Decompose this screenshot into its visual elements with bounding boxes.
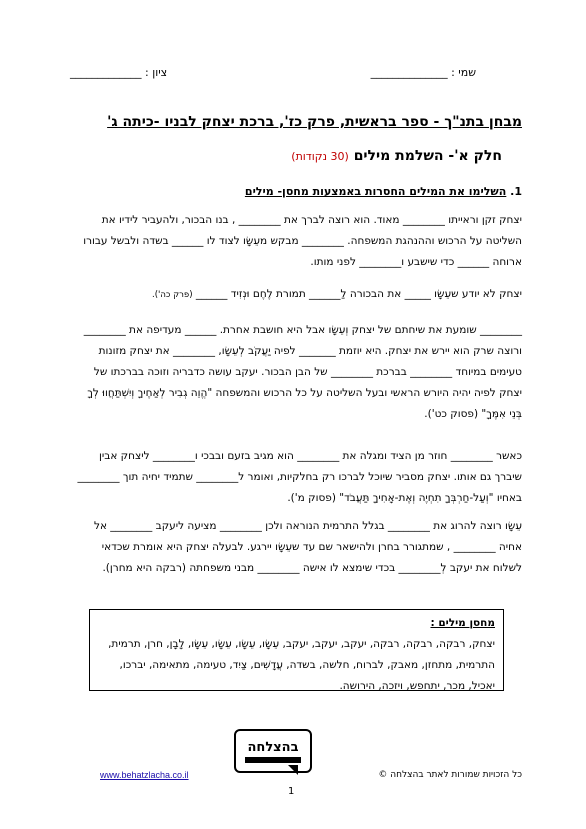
header-fields (70, 66, 476, 79)
part-points: (30 נקודות) (291, 150, 349, 163)
word-bank-title: מחסן מילים : (430, 617, 495, 629)
question-number: 1. (510, 185, 522, 198)
paragraph-5: עֵשָׂו רוצה להרוג את ________ בגלל התרמית הנוראה ולכן ________ מציעה ליעקב ________ אל אחיה ________ , שמתגורר בחרן ולהישאר שם עד שעֵשָׂו יירגע. לבעלה יצחק היא אומרת שכדאי לשלוח את יעקב לְ________ בכדי שימצא לו אישה ________ מבני משפחתה (רבקה היא מחרן). (93, 520, 522, 574)
part-title: חלק א'- השלמת מילים (353, 148, 502, 164)
grade-blank: _____________ (70, 66, 142, 79)
page-number: 1 (288, 786, 295, 797)
name-field (371, 66, 476, 79)
word-bank-words: יצחק, רבקה, רבקה, רבקה, יעקב, יעקב, יעקב, עֵשָׂו, עֵשָׂו, עֵשָׂו, עֵשָׂו, לָבָן, חרן, תרמית, התרמית, מתחזן, מאבק, לברוח, חלשה, בשדה, עֲדָשִׁים, צַיִד, טעימה, מתאימה, יברכו, יאכיל, מכר, יתחפש, ויזכה, הירושה. (108, 638, 495, 692)
footer-link[interactable]: www.behatzlacha.co.il (100, 770, 189, 780)
paragraph-2 (72, 284, 522, 306)
paragraph-1: יצחק זקן וראייתו ________ מאוד. הוא רוצה לברך את ________ , בנו הבכור, ולהעביר לידיו את השליטה על הרכוש וההנהגת המשפחה. ________ מבקש מעֵשָׂו לצוד לו ______ בשדה ולבשל עבורו ארוחה ______ כדי שישבע ו________ לפני מותו. (83, 214, 522, 268)
logo-underline (245, 757, 301, 763)
question-text: השלימו את המילים החסרות באמצעות מחסן- מילים (244, 185, 507, 198)
name-label: שמי : (451, 66, 476, 79)
logo (234, 729, 312, 773)
logo-speech-tail (288, 765, 298, 775)
paragraph-2-text: יצחק לא יודע שעֵשָׂו _____ את הבכורה לַ______ תמורת לֶחֶם וּנְזִיד ______ (195, 288, 522, 300)
paragraph-4: כאשר ________ חוזר מן הציד ומגלה את ________ הוא מגיב בזעם ובבכי ו________ ליצחק אבין שיברך גם אותו. יצחק מסביר שיוכל לברכו רק בחלקיות, ואומר ל________ שתמיד יחיה תוך ________ באחיו "וְעַל-חַרְבְּךָ תִחְיֶה וְאֶת-אָחִיךָ תַּעֲבֹד" (פסוק מ'). (77, 450, 522, 504)
name-blank: ______________ (370, 66, 448, 79)
page-title: מבחן בתנ"ך - ספר בראשית, פרק כז', ברכת יצחק לבניו -כיתה ג' (107, 114, 522, 130)
grade-label: ציון : (145, 66, 168, 79)
grade-field (70, 66, 167, 79)
part-heading (60, 148, 502, 164)
footer-copyright: כל הזכויות שמורות לאתר בהצלחה © (378, 770, 522, 780)
question-heading (60, 185, 522, 198)
paragraph-2-ref: (פרק כה'). (152, 290, 193, 300)
paragraph-3: ________ שומעת את שיחתם של יצחק וְעֵשָׂו אבל היא חושבת אחרת. ______ מעדיפה את ________ ורוצה שרק הוא יירש את יצחק. היא יוזמת _______ לפיה יַעֲקֹב לְעֵשָׂו, ________ את יצחק מזונות טעימים במיוחד ________ בברכת ________ של הבן הבכור. יעקב עושה כדבריה וזוכה בברכתו של יצחק לפיה יהיה היורש הראשי ובעל השליטה על כל הרכוש והמשפחה "הֱוֵה גְבִיר לְאַחֶיךָ וְיִשְׁתַּחֲווּ לְךָ בְּנֵי אִמֶּךָ" (פסוק כט'). (83, 324, 522, 420)
word-bank (89, 609, 504, 691)
logo-text: בהצלחה (247, 739, 299, 755)
